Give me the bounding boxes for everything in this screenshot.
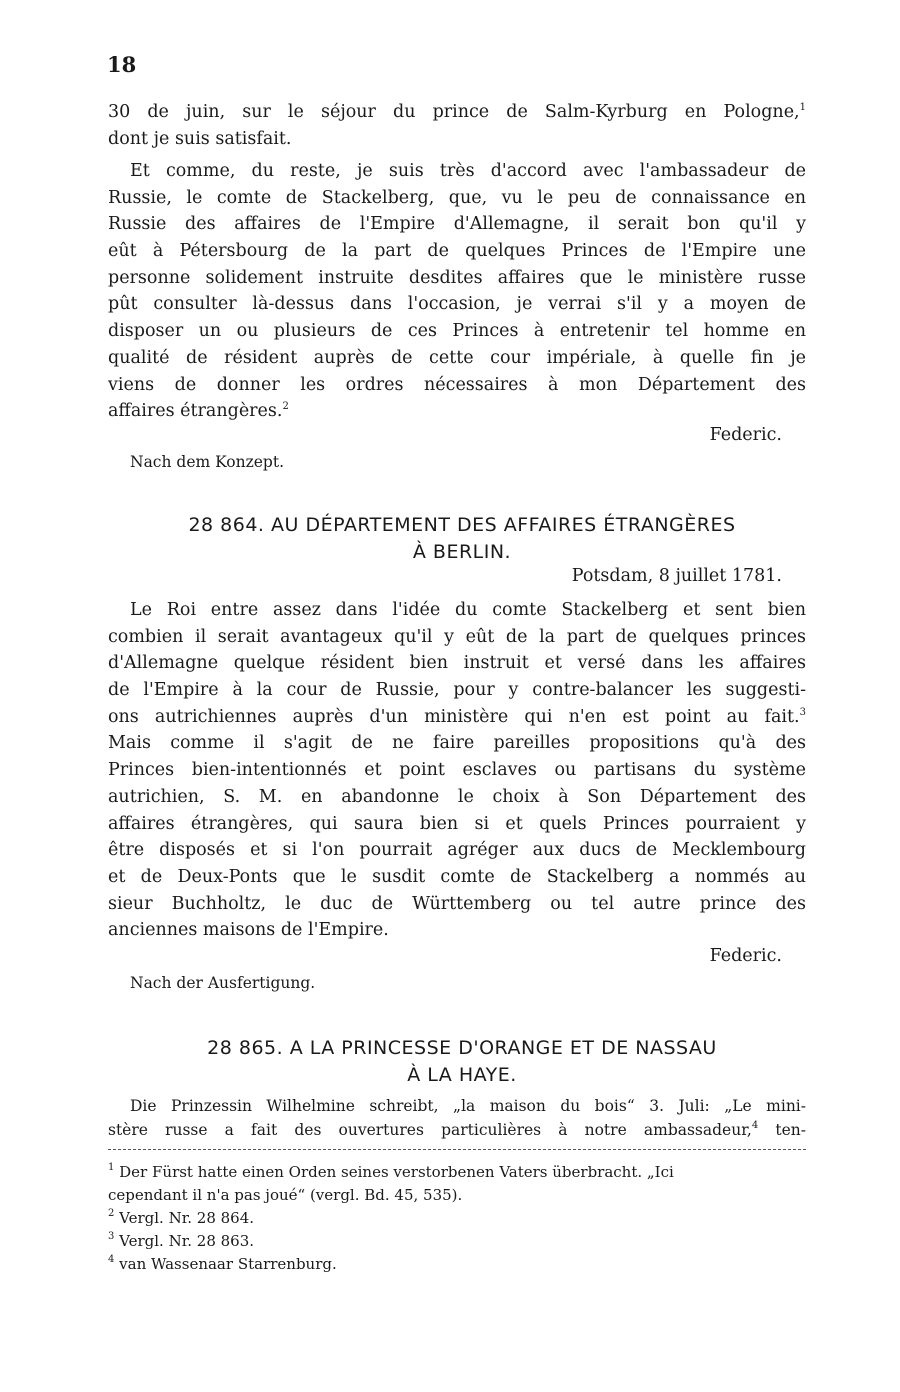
page-number: 18 bbox=[107, 52, 137, 77]
text-line: Et comme, du reste, je suis très d'accord avec l'ambassadeur de bbox=[130, 161, 806, 181]
signature: Federic. bbox=[709, 425, 782, 445]
footnote: $^4$ van Wassenaar Starrenburg. bbox=[108, 1254, 337, 1273]
footnotes bbox=[108, 1161, 806, 1276]
text-line: eût à Pétersbourg de la part de quelques Princes de l'Empire une bbox=[108, 241, 806, 262]
footnote-ref: 2 bbox=[282, 401, 289, 413]
text-line: affaires étrangères, qui saura bien si et quels Princes pourraient y bbox=[108, 813, 806, 834]
heading-line: 28 865. A LA PRINCESSE D'ORANGE ET DE NASSAU bbox=[207, 1037, 717, 1059]
text-line: combien il serait avantageux qu'il y eût de la part de quelques princes bbox=[108, 626, 806, 647]
text-line: Mais comme il s'agit de ne faire pareilles propositions qu'à des bbox=[108, 733, 806, 754]
text-line: disposer un ou plusieurs de ces Princes à entretenir tel homme en bbox=[108, 321, 806, 342]
heading-line: À LA HAYE. bbox=[407, 1064, 517, 1086]
text-line: d'Allemagne quelque résident bien instruit et versé dans les affaires bbox=[108, 653, 806, 674]
source-note: Nach dem Konzept. bbox=[130, 453, 285, 471]
text-line: personne solidement instruite desdites affaires que le ministère russe bbox=[108, 267, 806, 288]
footnote-ref: 4 bbox=[751, 1120, 759, 1131]
letter1-paragraph2 bbox=[108, 158, 806, 425]
text-line: qualité de résident auprès de cette cour impériale, à quelle fin je bbox=[108, 347, 806, 368]
text-line: 30 de juin, sur le séjour du prince de Salm-Kyrburg en Pologne,$^1$ bbox=[108, 102, 806, 122]
letter2-body bbox=[108, 597, 806, 944]
text-line: affaires étrangères.$^2$ bbox=[108, 401, 289, 422]
letter-heading bbox=[108, 1035, 816, 1089]
text-line: et de Deux-Ponts que le susdit comte de Stackelberg a nommés au bbox=[108, 866, 806, 887]
footnote-ref: 3 bbox=[799, 706, 806, 718]
letter3-intro bbox=[108, 1094, 806, 1142]
footnote: $^3$ Vergl. Nr. 28 863. bbox=[108, 1231, 255, 1250]
text-line: dont je suis satisfait. bbox=[108, 128, 292, 149]
text-line: stère russe a fait des ouvertures particulières à notre ambassadeur,$^4$ ten- bbox=[108, 1120, 806, 1139]
text-line: Le Roi entre assez dans l'idée du comte Stackelberg et sent bien bbox=[130, 600, 806, 620]
text-line: pût consulter là-dessus dans l'occasion, je verrai s'il y a moyen de bbox=[108, 294, 806, 315]
text-line: viens de donner les ordres nécessaires à mon Département des bbox=[108, 374, 806, 395]
heading-line: 28 864. AU DÉPARTEMENT DES AFFAIRES ÉTRANGÈRES bbox=[188, 514, 736, 536]
letter1-paragraph1 bbox=[108, 99, 806, 152]
text-line: Die Prinzessin Wilhelmine schreibt, „la maison du bois“ 3. Juli: „Le mini- bbox=[130, 1097, 806, 1115]
text-line: autrichien, S. M. en abandonne le choix à Son Département des bbox=[108, 786, 806, 807]
text-line: être disposés et si l'on pourrait agréger aux ducs de Mecklembourg bbox=[108, 840, 806, 861]
footnote-divider bbox=[108, 1149, 806, 1150]
footnote-continuation: cependant il n'a pas joué“ (vergl. Bd. 45, 535). bbox=[108, 1186, 463, 1204]
footnote: $^1$ Der Fürst hatte einen Orden seines verstorbenen Vaters überbracht. „Ici bbox=[108, 1162, 674, 1181]
text-line: Russie des affaires de l'Empire d'Allemagne, il serait bon qu'il y bbox=[108, 214, 806, 235]
text-line: de l'Empire à la cour de Russie, pour y contre-balancer les suggesti- bbox=[108, 680, 806, 701]
letter-heading bbox=[108, 512, 816, 566]
text-line: Princes bien-intentionnés et point esclaves ou partisans du système bbox=[108, 760, 806, 781]
footnote: $^2$ Vergl. Nr. 28 864. bbox=[108, 1208, 255, 1227]
heading-line: À BERLIN. bbox=[412, 541, 512, 563]
text-line: ons autrichiennes auprès d'un ministère qui n'en est point au fait.$^3$ bbox=[108, 706, 806, 727]
signature: Federic. bbox=[709, 946, 782, 966]
text-line: sieur Buchholtz, le duc de Württemberg ou tel autre prince des bbox=[108, 893, 806, 914]
footnote-ref: 1 bbox=[799, 102, 806, 113]
source-note: Nach der Ausfertigung. bbox=[130, 974, 316, 992]
text-line: Russie, le comte de Stackelberg, que, vu le peu de connaissance en bbox=[108, 187, 806, 208]
text-line: anciennes maisons de l'Empire. bbox=[108, 920, 389, 941]
letter-date: Potsdam, 8 juillet 1781. bbox=[571, 566, 782, 586]
